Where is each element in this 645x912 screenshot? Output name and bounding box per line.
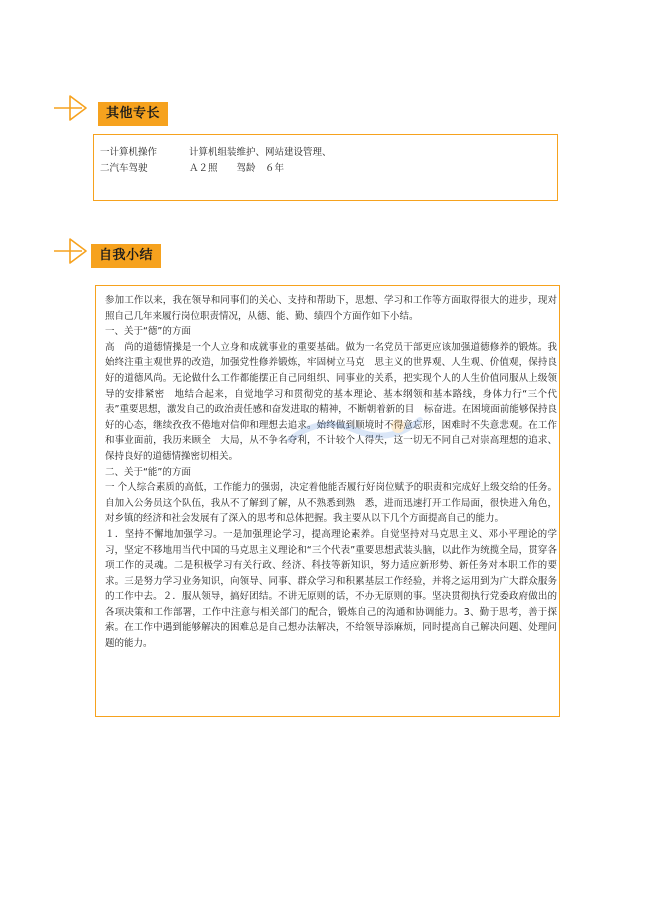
skill-row	[100, 145, 157, 160]
arrow-outline-icon	[52, 94, 100, 122]
summary-heading: 一、关于“德”的方面	[105, 326, 191, 338]
skill-label: 一计算机操作	[100, 147, 158, 158]
skill-row	[100, 161, 148, 176]
skills-section-title: 其他专长	[98, 102, 168, 126]
summary-paragraph: 一 个人综合素质的高低，工作能力的强弱，决定着他能否履行好岗位赋予的职责和完成好上级交给的任务。自加入公务员这个队伍，我从不了解到了解，从不熟悉到熟 悉，进而迅速打开工作局面，很快进入角色，对乡镇的经济和社会发展有了深入的思考和总体把握。我主要从以下几个方面提高自己的能力。	[105, 482, 557, 525]
summary-section-title: 自我小结	[91, 244, 161, 268]
skill-label: 二汽车驾驶	[100, 163, 148, 174]
summary-paragraph: １．坚持不懈地加强学习。一是加强理论学习，提高理论素养。自觉坚持对马克思主义、邓小平理论的学习，坚定不移地用当代中国的马克思主义理论和“三个代表”重要思想武装头脑，以此作为统揽全局，贯穿各项工作的灵魂。二是积极学习有关行政、经济、科技等新知识，努力适应新形势、新任务对本职工作的要求。三是努力学习业务知识，向领导、同事、群众学习和积累基层工作经验，并将之运用到为广大群众服务的工作中去。２．服从领导，搞好团结。不讲无原则的话，不办无原则的事。坚决贯彻执行党委政府做出的各项决策和工作部署，工作中注意与相关部门的配合，锻炼自己的沟通和协调能力。3、勤于思考，善于探索。在工作中遇到能够解决的困难总是自己想办法解决，不给领导添麻烦，同时提高自己解决问题、处理问题的能力。	[105, 528, 557, 650]
summary-heading: 二、关于“能”的方面	[105, 466, 191, 478]
summary-paragraph: 高 尚的道德情操是一个人立身和成就事业的重要基础。做为一名党员干部更应该加强道德修养的锻炼。我始终注重主观世界的改造，加强党性修养锻炼，牢固树立马克 思主义的世界观、人生观、价值观，保持良好的道德风尚。无论做什么工作都能摆正自己同组织、同事业的关系，把实现个人的人生价值同服从上级领导的安排紧密 地结合起来，自觉地学习和贯彻党的基本理论、基本纲领和基本路线，身体力行“三个代表”重要思想，激发自己的政治责任感和奋发进取的精神，不断朝着新的目 标奋进。在困境面前能够保持良好的心态，继续孜孜不倦地对信仰和理想去追求。始终做到顺境时不得意忘形，困难时不失意悲观。在工作和事业面前，我历来顾全 大局，从不争名夺利，不计较个人得失，这一切无不同自己对崇高理想的追求、保持良好的道德情操密切相关。	[105, 341, 557, 462]
skill-value: 计算机组装维护、网站建设管理、	[189, 147, 332, 158]
summary-body	[105, 293, 557, 652]
summary-paragraph: 参加工作以来，我在领导和同事们的关心、支持和帮助下，思想、学习和工作等方面取得很大的进步，现对照自己几年来履行岗位职责情况，从德、能、勤、绩四个方面作如下小结。	[105, 295, 557, 322]
skill-value: Ａ２照 驾龄 ６年	[189, 163, 285, 174]
